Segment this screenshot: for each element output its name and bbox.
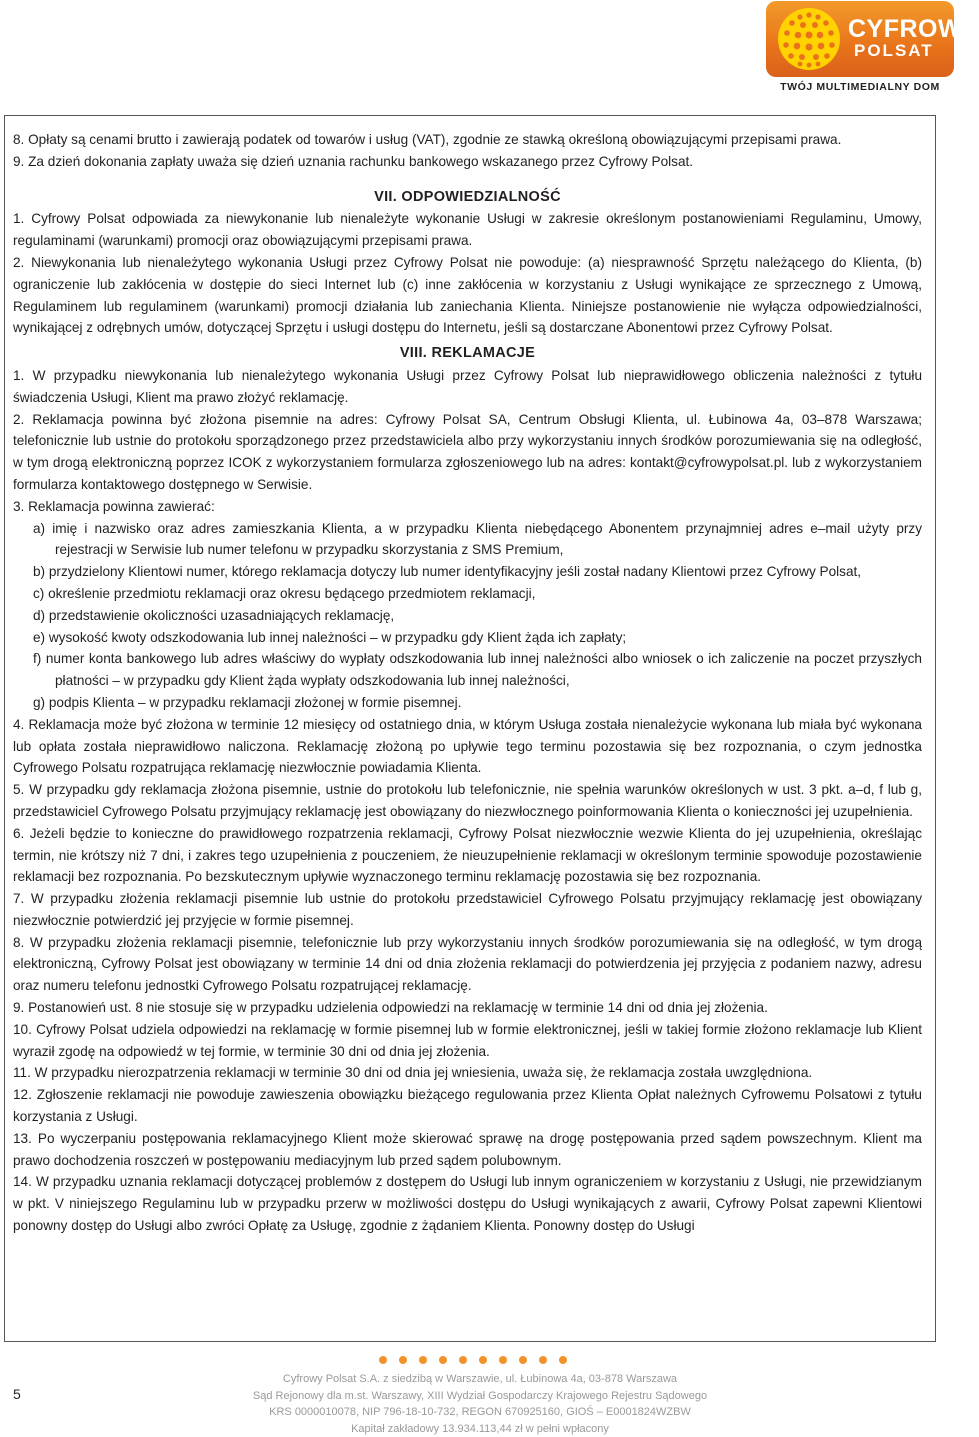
document-body: [13, 129, 922, 1237]
footer-registration: KRS 0000010078, NIP 796-18-10-732, REGON 670925160, GIOŚ – E0001824WZBW: [200, 1404, 760, 1421]
complaints-item-11: 11. W przypadku nierozpatrzenia reklamacji w terminie 30 dni od dnia jej wniesienia, uważa się, że reklamacja została uwzględniona.: [13, 1062, 922, 1084]
section-title-liability: VII. ODPOWIEDZIALNOŚĆ: [13, 187, 922, 209]
paragraph-9: 9. Za dzień dokonania zapłaty uważa się dzień uznania rachunku bankowego wskazanego przez Cyfrowy Polsat.: [13, 151, 922, 173]
cyfrowy-polsat-logo: [766, 1, 954, 97]
complaints-item-5: 5. W przypadku gdy reklamacja złożona pisemnie, ustnie do protokołu lub telefonicznie, nie spełnia warunków określonych w ust. 3 pkt. a–d, f lub g, przedstawiciel Cyfrowego Polsatu przyjmujący reklamację jest obowiązany do niezwłocznego poinformowania Klienta o konieczności jej uzupełnienia.: [13, 779, 922, 823]
footer-dot: [479, 1356, 487, 1364]
logo-brand-line2: POLSAT: [854, 41, 934, 61]
complaints-item-8: 8. W przypadku złożenia reklamacji pisemnie, telefonicznie lub przy wykorzystaniu innych środków porozumiewania się na odległość, w tym drogą elektroniczną, Cyfrowy Polsat jest obowiązany w terminie 14 dni od dnia złożenia reklamacji do potwierdzenia jej przyjęcia z podaniem nazwy, adresu oraz numeru telefonu jednostki Cyfrowego Polsatu rozpatrującej reklamację.: [13, 932, 922, 997]
complaints-item-4: 4. Reklamacja może być złożona w terminie 12 miesięcy od ostatniego dnia, w którym Usługa została nienależycie wykonana lub miała być wykonana lub opłata została nieprawidłowo naliczona. Reklamację złożoną po upływie tego terminu pozostawia się bez rozpoznania, o czym jednostka Cyfrowego Polsatu rozpatrująca reklamację niezwłocznie powiadamia Klienta.: [13, 714, 922, 779]
footer-dot: [439, 1356, 447, 1364]
complaints-item-12: 12. Zgłoszenie reklamacji nie powoduje zawieszenia obowiązku bieżącego regulowania przez Klienta Opłat należnych Cyfrowemu Polsatowi z tytułu korzystania z Usługi.: [13, 1084, 922, 1128]
complaints-item-7: 7. W przypadku złożenia reklamacji pisemnie lub ustnie do protokołu przedstawiciel Cyfrowego Polsatu przyjmujący reklamację jest obowiązany niezwłocznie potwierdzić jej przyjęcie w formie pisemnej.: [13, 888, 922, 932]
complaints-item-14: 14. W przypadku uznania reklamacji dotyczącej problemów z dostępem do Usługi lub innym ograniczeniem w korzystaniu z Usługi, nie przewidzianym w pkt. V niniejszego Regulaminu lub w przypadku przerw w możliwości dostępu do Usługi wynikających z awarii, Cyfrowy Polsat zapewni Klientowi ponowny dostęp do Usługi albo zwróci Opłatę za Usługę, zgodnie z żądaniem Klienta. Ponowny dostęp do Usługi: [13, 1171, 922, 1236]
page-number: 5: [13, 1386, 21, 1402]
list-item: g) podpis Klienta – w przypadku reklamacji złożonej w formie pisemnej.: [33, 692, 922, 714]
complaints-item-3: 3. Reklamacja powinna zawierać:: [13, 496, 922, 518]
company-footer: [200, 1371, 760, 1437]
footer-dot: [559, 1356, 567, 1364]
liability-item-2: 2. Niewykonania lub nienależytego wykonania Usługi przez Cyfrowy Polsat nie powoduje: (a) niesprawność Sprzętu należącego do Klienta, (b) ograniczenie lub zakłócenia w dostępie do sieci Internet lub (c) inne zakłócenia w korzystaniu z Usługi wynikające ze sprzecznego z Umową, Regulaminem lub regulaminem (warunkami) promocji działania lub zaniechania Klienta. Niniejsze postanowienie nie wyłącza odpowiedzialności, wynikającej z odrębnych umów, dotyczącej Sprzętu i usługi dostępu do Internetu, jeśli są dostarczane Abonentowi przez Cyfrowy Polsat.: [13, 252, 922, 339]
footer-address: Cyfrowy Polsat S.A. z siedzibą w Warszawie, ul. Łubinowa 4a, 03-878 Warszawa: [200, 1371, 760, 1388]
complaints-item-9: 9. Postanowień ust. 8 nie stosuje się w przypadku udzielenia odpowiedzi na reklamację w terminie 14 dni od dnia jej złożenia.: [13, 997, 922, 1019]
footer-dot: [399, 1356, 407, 1364]
logo-badge: [766, 1, 954, 77]
complaint-contents-list: [13, 518, 922, 714]
footer-capital: Kapitał zakładowy 13.934.113,44 zł w pełni wpłacony: [200, 1421, 760, 1437]
complaints-item-1: 1. W przypadku niewykonania lub nienależytego wykonania Usługi przez Cyfrowy Polsat lub nieprawidłowego obliczenia należności z tytułu świadczenia Usługi, Klient ma prawo złożyć reklamację.: [13, 365, 922, 409]
footer-dot: [459, 1356, 467, 1364]
logo-brand-line1: CYFROWY: [848, 15, 979, 43]
list-item: c) określenie przedmiotu reklamacji oraz okresu będącego przedmiotem reklamacji,: [33, 583, 922, 605]
footer-dot: [499, 1356, 507, 1364]
section-title-complaints: VIII. REKLAMACJE: [13, 343, 922, 365]
list-item: b) przydzielony Klientowi numer, którego reklamacja dotyczy lub numer identyfikacyjny jeśli został nadany Klientowi przez Cyfrowy Polsat,: [33, 561, 922, 583]
footer-court: Sąd Rejonowy dla m.st. Warszawy, XIII Wydział Gospodarczy Krajowego Rejestru Sądowego: [200, 1388, 760, 1405]
list-item: f) numer konta bankowego lub adres właściwy do wypłaty odszkodowania lub innej należności albo wniosek o ich zaliczenie na poczet przyszłych płatności – w przypadku gdy Klient żąda wypłaty odszkodowania lub innej należności,: [33, 648, 922, 692]
list-item: a) imię i nazwisko oraz adres zamieszkania Klienta, a w przypadku Klienta niebędącego Abonentem przynajmniej adres e–mail użyty przy rejestracji w Serwisie lub numer telefonu w przypadku skorzystania z SMS Premium,: [33, 518, 922, 562]
list-item: e) wysokość kwoty odszkodowania lub innej należności – w przypadku gdy Klient żąda ich zapłaty;: [33, 627, 922, 649]
footer-dot: [539, 1356, 547, 1364]
complaints-item-6: 6. Jeżeli będzie to konieczne do prawidłowego rozpatrzenia reklamacji, Cyfrowy Polsat niezwłocznie wezwie Klienta do jej uzupełnienia, określając termin, nie krótszy niż 7 dni, i zakres tego uzupełnienia z pouczeniem, że nieuzupełnienie reklamacji w określonym terminie spowoduje pozostawienie reklamacji bez rozpoznania. Po bezskutecznym upływie wyznaczonego terminu reklamację pozostawia się bez rozpoznania.: [13, 823, 922, 888]
paragraph-8: 8. Opłaty są cenami brutto i zawierają podatek od towarów i usług (VAT), zgodnie ze stawką określoną obowiązującymi przepisami prawa.: [13, 129, 922, 151]
complaints-item-10: 10. Cyfrowy Polsat udziela odpowiedzi na reklamację w formie pisemnej lub w formie elektronicznej, jeśli w takiej formie złożono reklamacje lub Klient wyraził zgodę na odpowiedź w tej formie, w terminie 30 dni od dnia jej złożenia.: [13, 1019, 922, 1063]
logo-tagline: TWÓJ MULTIMEDIALNY DOM: [766, 81, 954, 93]
list-item: d) przedstawienie okoliczności uzasadniających reklamację,: [33, 605, 922, 627]
complaints-item-2: 2. Reklamacja powinna być złożona pisemnie na adres: Cyfrowy Polsat SA, Centrum Obsługi Klienta, ul. Łubinowa 4a, 03–878 Warszawa; telefonicznie lub ustnie do protokołu sporządzonego przez przedstawiciela albo przy wykorzystaniu innych środków porozumiewania się na odległość, w tym drogą elektroniczną poprzez ICOK z wykorzystaniem formularza zgłoszeniowego lub na adres: kontakt@cyfrowypolsat.pl. lub z wykorzystaniem formularza kontaktowego dostępnego w Serwisie.: [13, 409, 922, 496]
footer-dot: [519, 1356, 527, 1364]
footer-dot: [379, 1356, 387, 1364]
footer-dot: [419, 1356, 427, 1364]
liability-item-1: 1. Cyfrowy Polsat odpowiada za niewykonanie lub nienależyte wykonanie Usługi w zakresie określonym postanowieniami Regulaminu, Umowy, regulaminami (warunkami) promocji oraz obowiązującymi przepisami prawa.: [13, 208, 922, 252]
complaints-item-13: 13. Po wyczerpaniu postępowania reklamacyjnego Klient może skierować sprawę na drogę postępowania przed sądem powszechnym. Klient ma prawo dochodzenia roszczeń w postępowaniu mediacyjnym lub przed sądem polubownym.: [13, 1128, 922, 1172]
globe-icon: [776, 6, 842, 72]
